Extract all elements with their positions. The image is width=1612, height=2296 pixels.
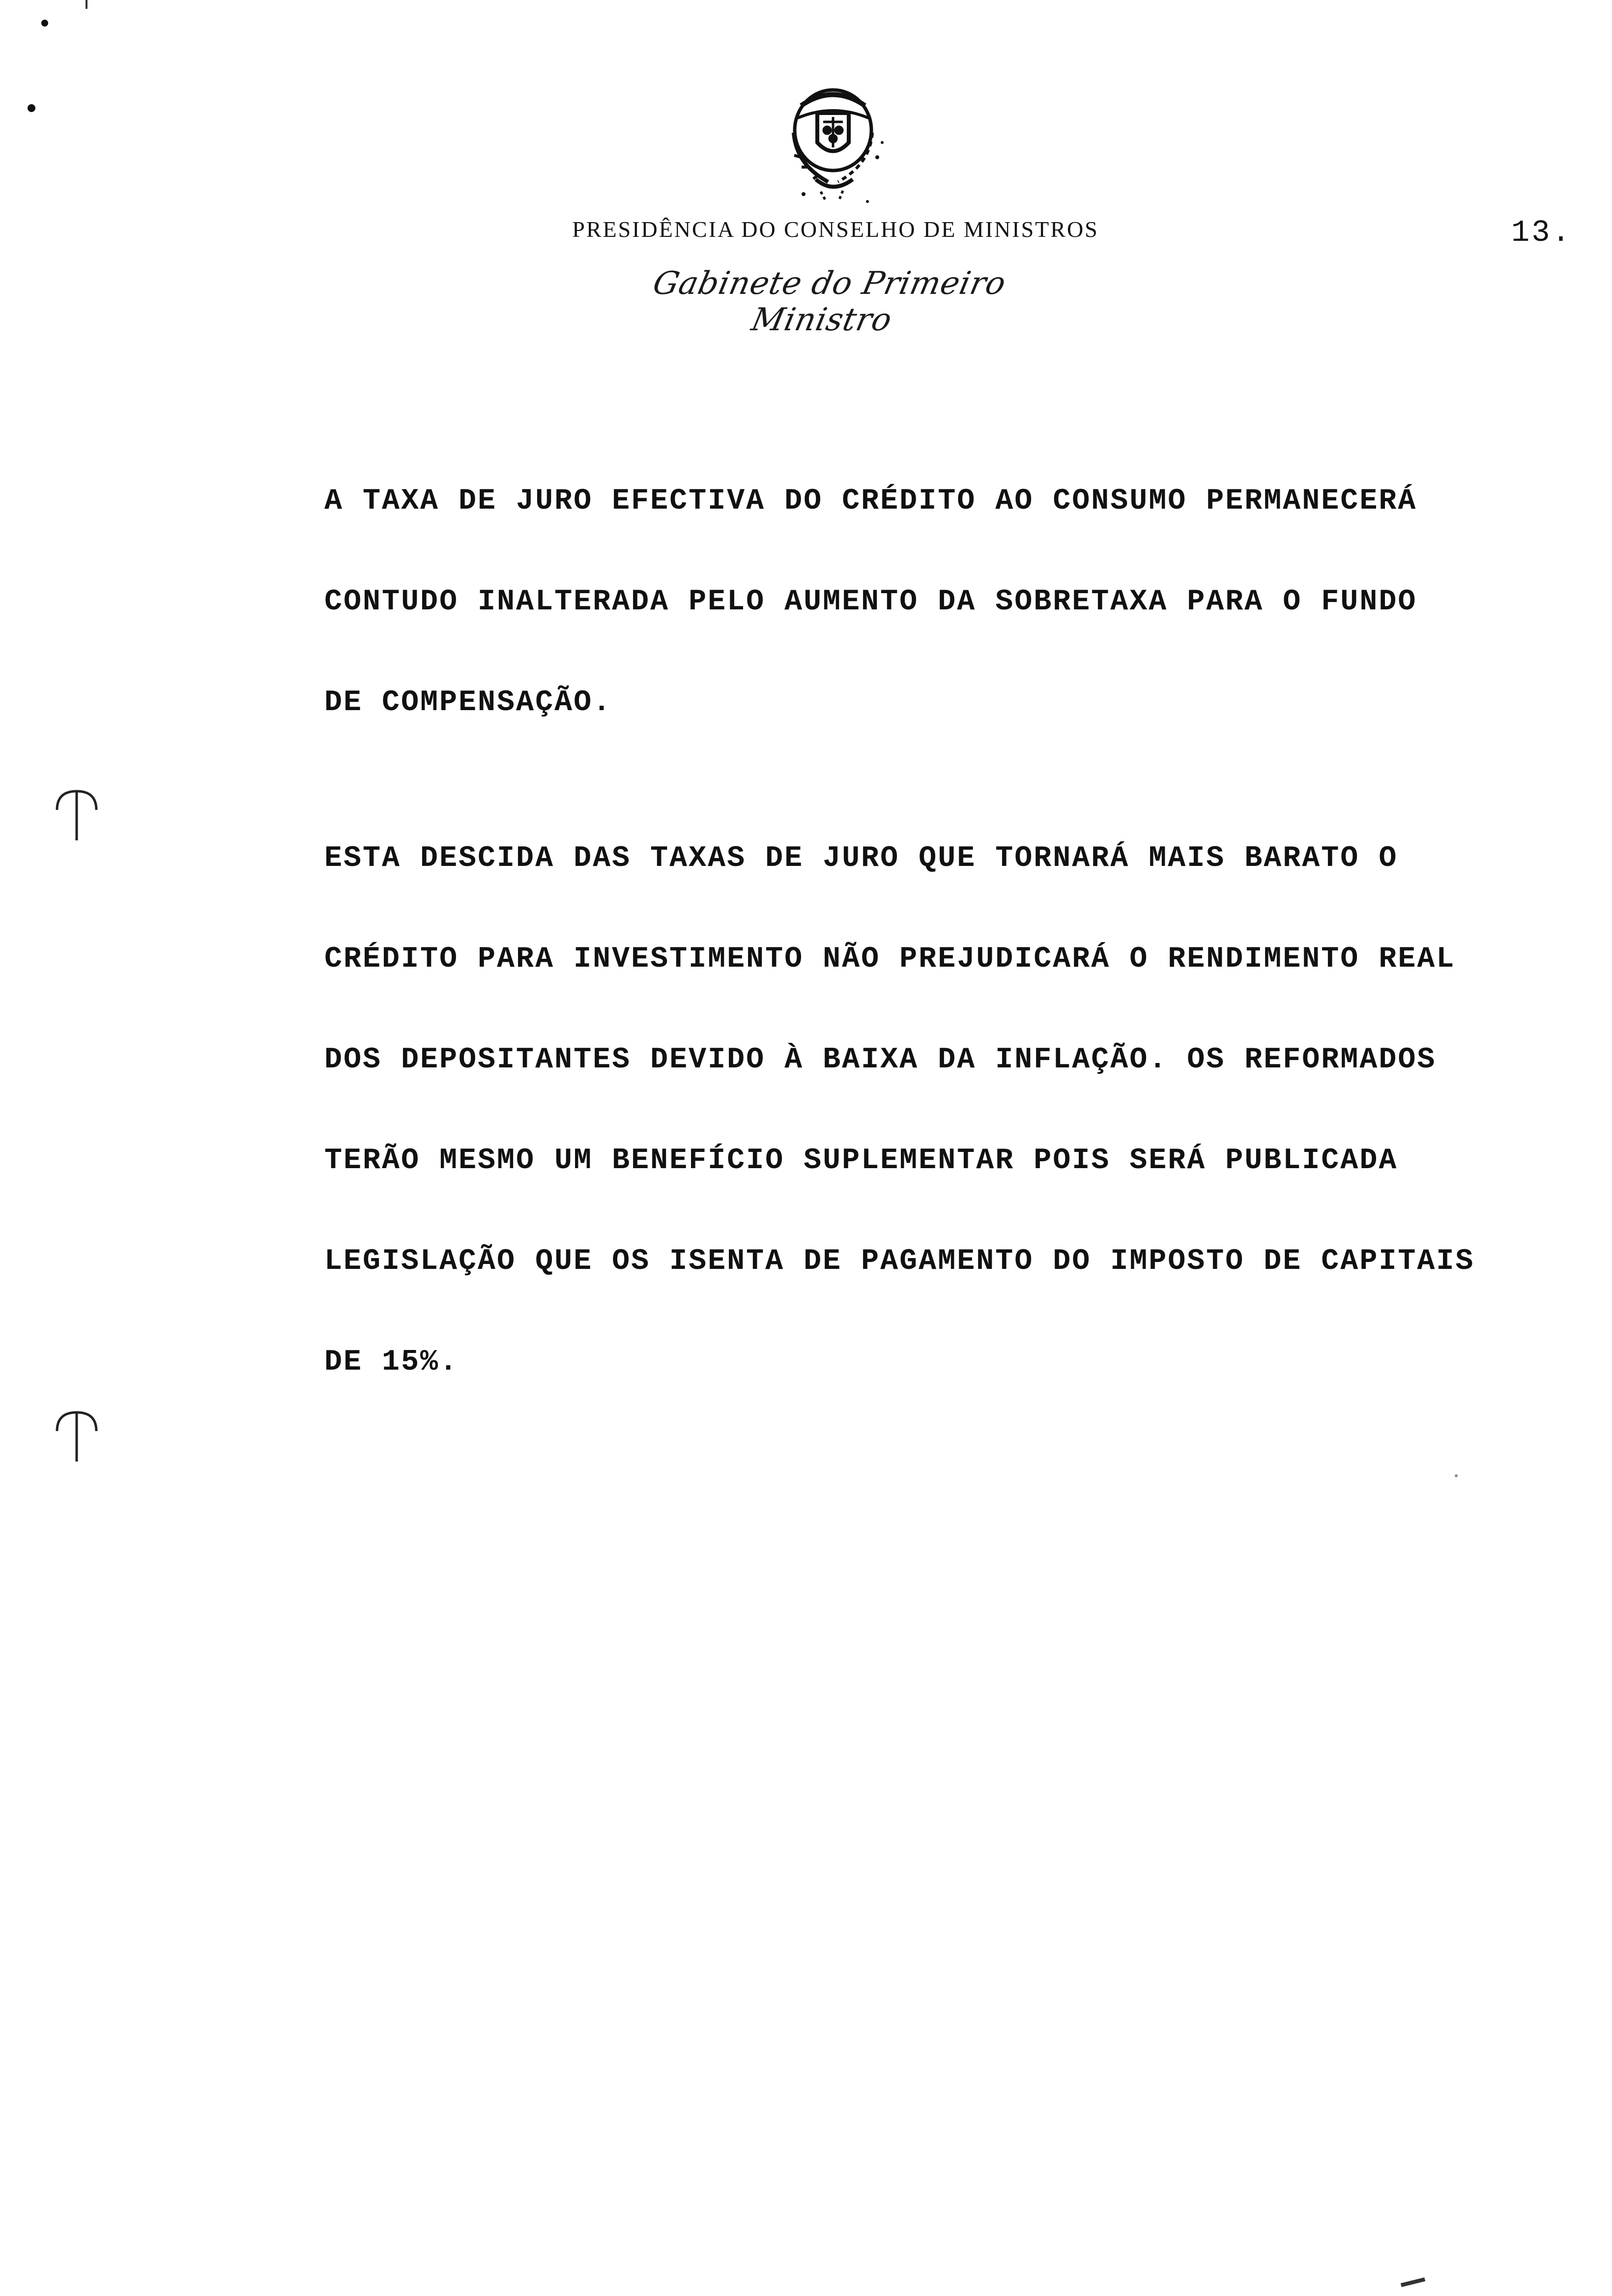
paragraph-1 [324,484,1553,786]
hole-punch-mark-icon [53,785,100,844]
text-line: A TAXA DE JURO EFECTIVA DO CRÉDITO AO CONSUMO PERMANECERÁ [324,485,1417,518]
paragraph-2 [324,841,1553,1446]
header-title: PRESIDÊNCIA DO CONSELHO DE MINISTROS [572,217,1099,242]
scan-edge-mark [1401,2277,1425,2287]
text-line: ESTA DESCIDA DAS TAXAS DE JURO QUE TORNARÁ MAIS BARATO O [324,842,1398,875]
scan-speck [41,20,48,27]
text-line: CRÉDITO PARA INVESTIMENTO NÃO PREJUDICARÁ O RENDIMENTO REAL [324,943,1456,976]
page-number: 13. [1511,215,1572,250]
text-line: CONTUDO INALTERADA PELO AUMENTO DA SOBRETAXA PARA O FUNDO [324,585,1417,619]
scan-edge-line [86,0,87,9]
text-line: DOS DEPOSITANTES DEVIDO À BAIXA DA INFLAÇÃO. OS REFORMADOS [324,1043,1437,1077]
scan-speck [1455,1474,1458,1477]
text-line: LEGISLAÇÃO QUE OS ISENTA DE PAGAMENTO DO IMPOSTO DE CAPITAIS [324,1245,1475,1278]
header-subtitle: Gabinete do Primeiro Ministro [650,265,1009,338]
text-line: DE 15%. [324,1346,459,1379]
text-line: DE COMPENSAÇÃO. [324,686,612,719]
hole-punch-mark-icon [53,1406,100,1465]
scan-speck [28,104,35,112]
coat-of-arms-icon [774,79,897,211]
text-line: TERÃO MESMO UM BENEFÍCIO SUPLEMENTAR POIS SERÁ PUBLICADA [324,1144,1398,1177]
